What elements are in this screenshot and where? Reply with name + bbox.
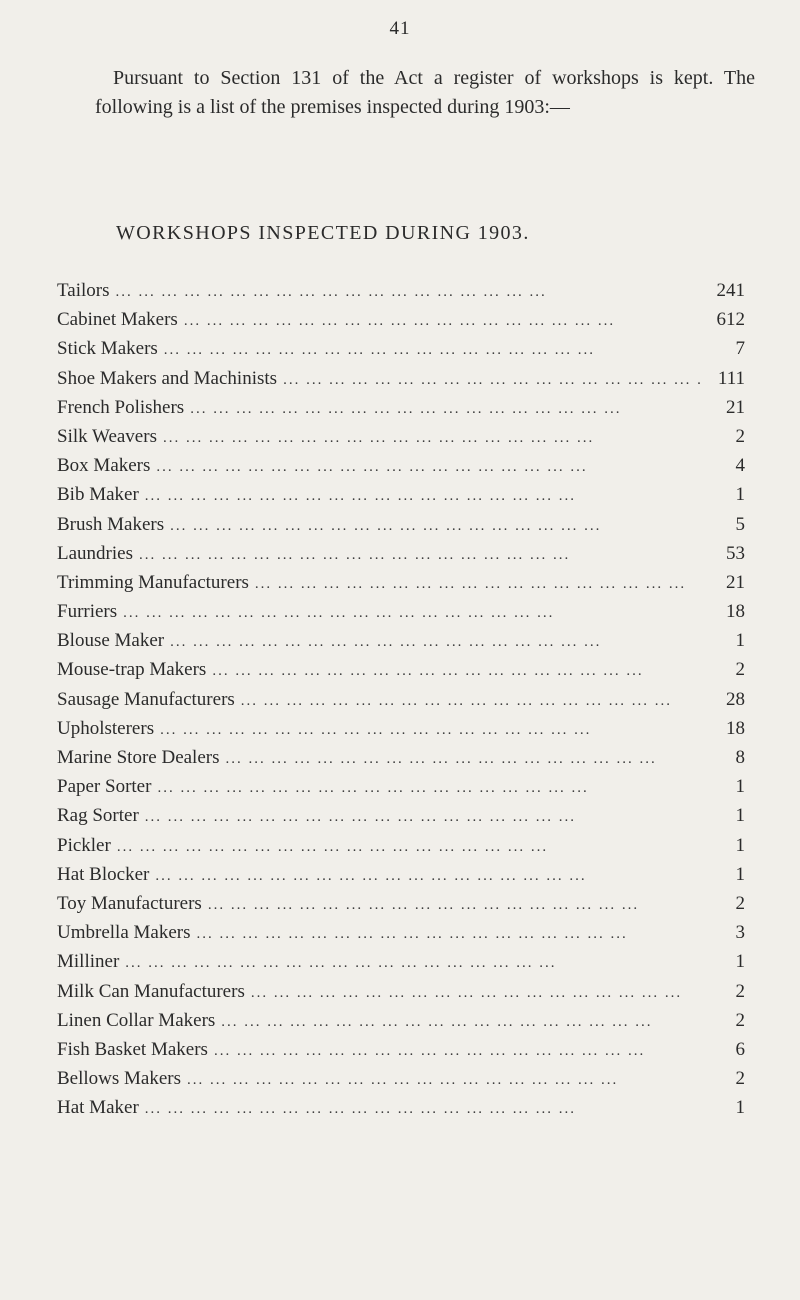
- page-number: 41: [389, 18, 411, 39]
- trade-count: 1: [735, 951, 745, 973]
- trade-name: Upholsterers: [57, 717, 155, 739]
- trade-name: Laundries: [57, 542, 133, 564]
- trade-count: 2: [735, 1009, 745, 1031]
- dot-leader: [170, 518, 703, 535]
- list-item: [57, 659, 745, 688]
- dot-leader: [160, 722, 703, 739]
- trade-name: Sausage Manufacturers: [57, 688, 235, 710]
- dot-leader: [241, 693, 703, 710]
- trade-count: 53: [726, 542, 745, 564]
- list-item: [57, 543, 745, 572]
- trade-name: Paper Sorter: [57, 776, 152, 798]
- workshop-list: [57, 280, 745, 1126]
- list-item: [57, 368, 745, 397]
- trade-name: Fish Basket Makers: [57, 1038, 208, 1060]
- dot-leader: [212, 663, 703, 680]
- list-item: [57, 747, 745, 776]
- dot-leader: [116, 284, 704, 301]
- dot-leader: [117, 839, 703, 856]
- list-item: [57, 514, 745, 543]
- dot-leader: [145, 809, 703, 826]
- trade-count: 2: [735, 980, 745, 1002]
- trade-name: Blouse Maker: [57, 630, 165, 652]
- list-item: [57, 309, 745, 338]
- trade-name: Brush Makers: [57, 513, 165, 535]
- trade-name: Tailors: [57, 280, 110, 301]
- list-item: [57, 572, 745, 601]
- trade-name: Stick Makers: [57, 338, 158, 360]
- trade-name: Hat Blocker: [57, 863, 150, 885]
- dot-leader: [145, 1101, 703, 1118]
- trade-count: 21: [726, 396, 745, 418]
- trade-count: 1: [735, 863, 745, 885]
- list-item: [57, 893, 745, 922]
- list-item: [57, 601, 745, 630]
- list-item: [57, 835, 745, 864]
- trade-name: Toy Manufacturers: [57, 892, 202, 914]
- trade-name: Mouse-trap Makers: [57, 659, 207, 681]
- dot-leader: [155, 868, 703, 885]
- trade-count: 111: [717, 367, 745, 389]
- trade-name: Bellows Makers: [57, 1068, 182, 1090]
- trade-name: Pickler: [57, 834, 111, 856]
- intro-paragraph: Pursuant to Section 131 of the Act a register of workshops is kept. The following is a list of the premises inspected during 1903:—: [95, 67, 755, 118]
- trade-name: Trimming Manufacturers: [57, 571, 249, 593]
- trade-name: Bib Maker: [57, 484, 139, 506]
- list-item: [57, 1010, 745, 1039]
- trade-count: 1: [735, 805, 745, 827]
- trade-name: Cabinet Makers: [57, 309, 178, 331]
- list-item: [57, 426, 745, 455]
- trade-count: 6: [735, 1038, 745, 1060]
- trade-count: 612: [716, 309, 745, 331]
- list-item: [57, 951, 745, 980]
- list-item: [57, 455, 745, 484]
- trade-name: Hat Maker: [57, 1097, 139, 1119]
- dot-leader: [251, 985, 703, 1002]
- trade-name: Shoe Makers and Machinists: [57, 367, 278, 389]
- list-item: [57, 1097, 745, 1126]
- trade-count: 241: [716, 280, 745, 301]
- trade-count: 8: [735, 747, 745, 768]
- list-item: [57, 484, 745, 513]
- dot-leader: [226, 751, 704, 768]
- dot-leader: [283, 372, 703, 389]
- trade-count: 4: [735, 455, 745, 477]
- dot-leader: [164, 342, 703, 359]
- dot-leader: [221, 1014, 703, 1031]
- list-item: [57, 280, 745, 309]
- trade-count: 18: [726, 717, 745, 739]
- dot-leader: [255, 576, 703, 593]
- list-item: [57, 1039, 745, 1068]
- list-item: [57, 397, 745, 426]
- trade-count: 1: [735, 834, 745, 856]
- trade-name: Umbrella Makers: [57, 922, 191, 944]
- trade-count: 18: [726, 601, 745, 623]
- dot-leader: [139, 547, 703, 564]
- list-item: [57, 338, 745, 367]
- dot-leader: [145, 488, 703, 505]
- dot-leader: [157, 780, 703, 797]
- trade-count: 1: [735, 776, 745, 798]
- trade-name: Silk Weavers: [57, 425, 157, 447]
- trade-count: 2: [735, 1068, 745, 1090]
- trade-name: Furriers: [57, 601, 118, 623]
- dot-leader: [123, 605, 703, 622]
- trade-name: Marine Store Dealers: [57, 747, 220, 768]
- trade-count: 21: [726, 571, 745, 593]
- list-item: [57, 922, 745, 951]
- dot-leader: [196, 926, 703, 943]
- trade-name: Milk Can Manufacturers: [57, 980, 245, 1002]
- dot-leader: [170, 634, 703, 651]
- list-item: [57, 689, 745, 718]
- trade-count: 1: [735, 1097, 745, 1119]
- dot-leader: [156, 459, 703, 476]
- dot-leader: [208, 897, 703, 914]
- section-heading: WORKSHOPS INSPECTED DURING 1903.: [116, 222, 530, 244]
- list-item: [57, 864, 745, 893]
- trade-name: Rag Sorter: [57, 805, 139, 827]
- dot-leader: [187, 1072, 703, 1089]
- trade-count: 3: [735, 922, 745, 944]
- trade-count: 2: [735, 425, 745, 447]
- trade-count: 28: [726, 688, 745, 710]
- list-item: [57, 981, 745, 1010]
- dot-leader: [214, 1043, 703, 1060]
- trade-count: 1: [735, 484, 745, 506]
- dot-leader: [190, 401, 703, 418]
- list-item: [57, 776, 745, 805]
- trade-count: 2: [735, 659, 745, 681]
- trade-count: 1: [735, 630, 745, 652]
- list-item: [57, 718, 745, 747]
- dot-leader: [125, 955, 703, 972]
- list-item: [57, 1068, 745, 1097]
- trade-name: Box Makers: [57, 455, 151, 477]
- list-item: [57, 805, 745, 834]
- trade-name: Linen Collar Makers: [57, 1009, 216, 1031]
- dot-leader: [163, 430, 703, 447]
- trade-name: French Polishers: [57, 396, 185, 418]
- list-item: [57, 630, 745, 659]
- trade-count: 7: [735, 338, 745, 360]
- dot-leader: [184, 313, 703, 330]
- trade-count: 5: [735, 513, 745, 535]
- trade-count: 2: [735, 892, 745, 914]
- trade-name: Milliner: [57, 951, 120, 973]
